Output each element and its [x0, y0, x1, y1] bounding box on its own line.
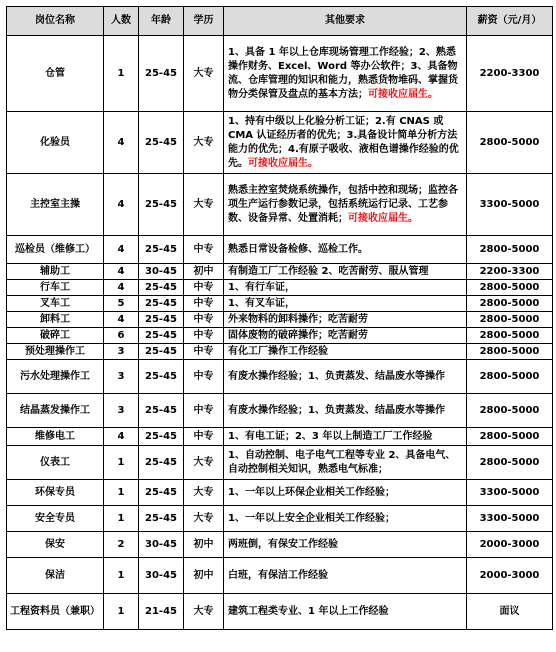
count-cell: 1	[104, 558, 139, 594]
salary-cell: 2800-5000	[467, 296, 553, 312]
count-cell: 5	[104, 296, 139, 312]
requirements-cell	[224, 328, 467, 344]
age-cell: 25-45	[139, 328, 184, 344]
age-cell: 25-45	[139, 506, 184, 532]
age-cell: 25-45	[139, 36, 184, 112]
salary-cell: 2000-3000	[467, 558, 553, 594]
requirements-cell	[224, 594, 467, 630]
requirements-cell	[224, 236, 467, 264]
education-cell: 中专	[184, 394, 224, 428]
table-row	[7, 428, 553, 446]
education-cell: 中专	[184, 312, 224, 328]
count-cell: 3	[104, 344, 139, 360]
age-cell: 30-45	[139, 558, 184, 594]
table-row	[7, 394, 553, 428]
table-row	[7, 312, 553, 328]
age-cell: 21-45	[139, 594, 184, 630]
count-cell: 4	[104, 312, 139, 328]
education-cell: 大专	[184, 36, 224, 112]
requirements-text: 1、一年以上安全企业相关工作经验；	[228, 512, 395, 524]
table-row	[7, 446, 553, 480]
header-age: 年龄	[139, 7, 184, 36]
count-cell: 2	[104, 532, 139, 558]
table-row	[7, 480, 553, 506]
education-cell: 中专	[184, 360, 224, 394]
table-row	[7, 558, 553, 594]
count-cell: 1	[104, 36, 139, 112]
header-salary: 薪资（元/月）	[467, 7, 553, 36]
header-count: 人数	[104, 7, 139, 36]
count-cell: 1	[104, 446, 139, 480]
salary-cell: 2800-5000	[467, 360, 553, 394]
requirements-cell	[224, 506, 467, 532]
requirements-cell	[224, 428, 467, 446]
age-cell: 25-45	[139, 446, 184, 480]
education-cell: 大专	[184, 594, 224, 630]
graduates-accepted-note: 可接收应届生。	[368, 88, 438, 100]
requirements-text: 熟悉日常设备检修、巡检工作。	[228, 243, 368, 255]
age-cell: 25-45	[139, 174, 184, 236]
requirements-cell	[224, 558, 467, 594]
table-row	[7, 36, 553, 112]
table-row	[7, 296, 553, 312]
position-cell: 仪表工	[7, 446, 104, 480]
position-cell: 卸料工	[7, 312, 104, 328]
requirements-text: 有废水操作经验；1、负责蒸发、结晶废水等操作	[228, 404, 445, 416]
salary-cell: 2200-3300	[467, 264, 553, 280]
table-row	[7, 236, 553, 264]
requirements-cell	[224, 36, 467, 112]
position-cell: 结晶蒸发操作工	[7, 394, 104, 428]
requirements-cell	[224, 532, 467, 558]
table-row	[7, 506, 553, 532]
requirements-text: 两班倒，有保安工作经验	[228, 538, 338, 550]
requirements-cell	[224, 360, 467, 394]
age-cell: 25-45	[139, 236, 184, 264]
education-cell: 中专	[184, 328, 224, 344]
count-cell: 3	[104, 360, 139, 394]
position-cell: 破碎工	[7, 328, 104, 344]
requirements-text: 1、有叉车证，	[228, 297, 295, 309]
position-cell: 保洁	[7, 558, 104, 594]
requirements-text: 1、一年以上环保企业相关工作经验；	[228, 486, 395, 498]
salary-cell: 2800-5000	[467, 446, 553, 480]
table-row	[7, 174, 553, 236]
requirements-cell	[224, 446, 467, 480]
requirements-text: 有化工厂操作工作经验	[228, 345, 328, 357]
age-cell: 25-45	[139, 360, 184, 394]
salary-cell: 2800-5000	[467, 280, 553, 296]
count-cell: 1	[104, 506, 139, 532]
education-cell: 初中	[184, 264, 224, 280]
graduates-accepted-note: 可接收应届生。	[248, 157, 318, 169]
requirements-text: 有废水操作经验；1、负责蒸发、结晶废水等操作	[228, 370, 445, 382]
count-cell: 1	[104, 594, 139, 630]
requirements-text: 1、自动控制、电子电气工程等专业 2、具备电气、自动控制相关知识，熟悉电气标准；	[228, 449, 456, 475]
salary-cell: 面议	[467, 594, 553, 630]
requirements-text: 建筑工程类专业、1 年以上工作经验	[228, 605, 389, 617]
education-cell: 大专	[184, 506, 224, 532]
table-row	[7, 328, 553, 344]
salary-cell: 3300-5000	[467, 480, 553, 506]
table-row	[7, 360, 553, 394]
age-cell: 25-45	[139, 344, 184, 360]
requirements-cell	[224, 280, 467, 296]
recruitment-table	[6, 6, 553, 630]
education-cell: 大专	[184, 112, 224, 174]
position-cell: 辅助工	[7, 264, 104, 280]
age-cell: 25-45	[139, 428, 184, 446]
position-cell: 预处理操作工	[7, 344, 104, 360]
header-education: 学历	[184, 7, 224, 36]
position-cell: 叉车工	[7, 296, 104, 312]
table-body	[7, 36, 553, 630]
header-requirements: 其他要求	[224, 7, 467, 36]
graduates-accepted-note: 可接收应届生。	[348, 212, 418, 224]
requirements-cell	[224, 296, 467, 312]
age-cell: 25-45	[139, 280, 184, 296]
age-cell: 25-45	[139, 480, 184, 506]
education-cell: 大专	[184, 446, 224, 480]
count-cell: 4	[104, 174, 139, 236]
salary-cell: 2000-3000	[467, 532, 553, 558]
age-cell: 25-45	[139, 112, 184, 174]
salary-cell: 3300-5000	[467, 174, 553, 236]
position-cell: 仓管	[7, 36, 104, 112]
education-cell: 中专	[184, 236, 224, 264]
education-cell: 中专	[184, 296, 224, 312]
salary-cell: 2800-5000	[467, 428, 553, 446]
position-cell: 保安	[7, 532, 104, 558]
requirements-text: 1、有电工证；2、3 年以上制造工厂工作经验	[228, 430, 433, 442]
position-cell: 化验员	[7, 112, 104, 174]
requirements-text: 外来物料的卸料操作；吃苦耐劳	[228, 313, 368, 325]
salary-cell: 2800-5000	[467, 344, 553, 360]
count-cell: 4	[104, 112, 139, 174]
count-cell: 1	[104, 480, 139, 506]
table-row	[7, 594, 553, 630]
requirements-text: 有制造工厂工作经验 2、吃苦耐劳、服从管理	[228, 265, 429, 277]
requirements-text: 熟悉主控室焚烧系统操作，包括中控和现场；监控各项生产运行参数记录，包括系统运行记录、工艺参数、设备异常、处置消耗；	[228, 184, 458, 224]
salary-cell: 2800-5000	[467, 112, 553, 174]
age-cell: 30-45	[139, 532, 184, 558]
age-cell: 25-45	[139, 394, 184, 428]
position-cell: 污水处理操作工	[7, 360, 104, 394]
requirements-cell	[224, 112, 467, 174]
count-cell: 6	[104, 328, 139, 344]
position-cell: 行车工	[7, 280, 104, 296]
header-position: 岗位名称	[7, 7, 104, 36]
table-row	[7, 344, 553, 360]
position-cell: 安全专员	[7, 506, 104, 532]
requirements-text: 1、具备 1 年以上仓库现场管理工作经验；2、熟悉操作财务、Excel、Word 等办公软件；3、具备物流、仓库管理的知识和能力，熟悉货物堆码、掌握货物分类保管及盘点的基本方法；	[228, 46, 458, 100]
education-cell: 初中	[184, 558, 224, 594]
count-cell: 4	[104, 264, 139, 280]
salary-cell: 3300-5000	[467, 506, 553, 532]
salary-cell: 2800-5000	[467, 312, 553, 328]
salary-cell: 2800-5000	[467, 328, 553, 344]
table-row	[7, 280, 553, 296]
education-cell: 中专	[184, 428, 224, 446]
position-cell: 工程资料员（兼职）	[7, 594, 104, 630]
table-row	[7, 112, 553, 174]
age-cell: 25-45	[139, 296, 184, 312]
salary-cell: 2800-5000	[467, 394, 553, 428]
position-cell: 主控室主操	[7, 174, 104, 236]
requirements-text: 白班，有保洁工作经验	[228, 569, 328, 581]
requirements-cell	[224, 394, 467, 428]
count-cell: 3	[104, 394, 139, 428]
requirements-text: 1、持有中级以上化验分析工证；2.有 CNAS 或 CMA 认证经历者的优先；3.具备设计简单分析方法能力的优先；4.有原子吸收、液相色谱操作经验的优先。	[228, 115, 459, 169]
position-cell: 维修电工	[7, 428, 104, 446]
requirements-cell	[224, 264, 467, 280]
count-cell: 4	[104, 236, 139, 264]
table-row	[7, 532, 553, 558]
count-cell: 4	[104, 280, 139, 296]
age-cell: 25-45	[139, 312, 184, 328]
salary-cell: 2800-5000	[467, 236, 553, 264]
salary-cell: 2200-3300	[467, 36, 553, 112]
education-cell: 中专	[184, 280, 224, 296]
requirements-cell	[224, 344, 467, 360]
requirements-cell	[224, 174, 467, 236]
count-cell: 4	[104, 428, 139, 446]
position-cell: 环保专员	[7, 480, 104, 506]
requirements-cell	[224, 480, 467, 506]
table-row	[7, 264, 553, 280]
education-cell: 大专	[184, 174, 224, 236]
requirements-cell	[224, 312, 467, 328]
header-row	[7, 7, 553, 36]
education-cell: 初中	[184, 532, 224, 558]
education-cell: 中专	[184, 344, 224, 360]
education-cell: 大专	[184, 480, 224, 506]
position-cell: 巡检员（维修工）	[7, 236, 104, 264]
requirements-text: 1、有行车证，	[228, 281, 295, 293]
age-cell: 30-45	[139, 264, 184, 280]
requirements-text: 固体废物的破碎操作；吃苦耐劳	[228, 329, 368, 341]
